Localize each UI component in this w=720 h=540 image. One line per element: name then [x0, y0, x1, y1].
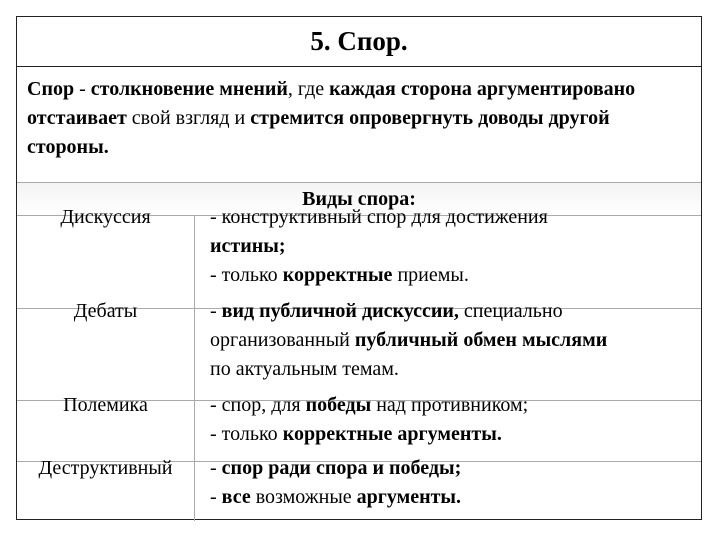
desc-part: спор ради спора и победы; — [221, 457, 462, 479]
desc-line — [210, 483, 700, 512]
def-term: Спор — [27, 78, 75, 100]
desc-line — [210, 326, 700, 355]
slide-title: 5. Спор. — [17, 17, 701, 67]
slide-table — [16, 16, 702, 520]
def-part: столкновение мнений — [90, 78, 288, 100]
definition-text — [17, 67, 701, 183]
desc-part: по актуальным темам. — [210, 358, 399, 380]
column-divider — [194, 216, 195, 521]
desc-part: - — [210, 300, 222, 322]
desc-part: публичный обмен мыслями — [354, 329, 608, 351]
def-part: каждая сторона аргументировано — [329, 78, 636, 100]
desc-line — [210, 261, 700, 290]
def-part: отстаивает — [27, 107, 127, 129]
def-part: , где — [287, 78, 330, 100]
desc-part: специально — [458, 300, 563, 322]
desc-line — [210, 232, 700, 261]
desc-line — [210, 420, 700, 449]
desc-part: - конструктивный спор для достижения — [210, 206, 548, 228]
type-term-debates: Дебаты — [73, 300, 138, 322]
def-part: свой взгляд и — [126, 107, 251, 129]
desc-part: все — [221, 486, 251, 508]
desc-part: вид публичной дискуссии, — [221, 300, 459, 322]
type-term-polemic: Полемика — [63, 394, 148, 416]
desc-part: - только — [210, 423, 283, 445]
types-header: Виды спора: — [17, 183, 701, 216]
def-part: стремится опровергнуть доводы другой стороны. — [27, 107, 610, 158]
desc-line — [210, 391, 700, 420]
desc-part: корректные аргументы. — [282, 423, 502, 445]
desc-line — [210, 355, 700, 384]
type-desc-destructive — [210, 454, 700, 512]
desc-line — [210, 454, 700, 483]
desc-part: - — [210, 457, 222, 479]
desc-part: истины; — [210, 235, 286, 257]
desc-part: приемы. — [392, 264, 469, 286]
desc-part: победы — [305, 394, 372, 416]
desc-part: - спор, для — [210, 394, 306, 416]
desc-part: корректные — [282, 264, 393, 286]
type-term-destructive: Деструктивный — [38, 457, 173, 479]
desc-part: возможные — [250, 486, 357, 508]
desc-line — [210, 203, 700, 232]
desc-part: аргументы. — [356, 486, 462, 508]
desc-part: - — [210, 486, 222, 508]
type-desc-discussion — [210, 203, 700, 290]
desc-part: организованный — [210, 329, 355, 351]
desc-line — [210, 297, 700, 326]
type-desc-polemic — [210, 391, 700, 449]
type-term-discussion: Дискуссия — [60, 206, 151, 228]
desc-part: - только — [210, 264, 283, 286]
type-desc-debates — [210, 297, 700, 384]
desc-part: над противником; — [371, 394, 529, 416]
def-part: - — [74, 78, 91, 100]
